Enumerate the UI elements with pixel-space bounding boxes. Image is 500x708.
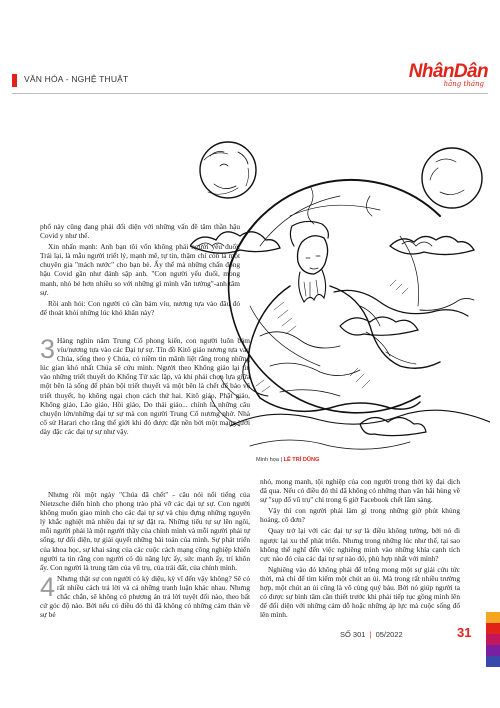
issue-date: 05/2022 — [375, 630, 403, 639]
issue-info — [340, 630, 403, 639]
section-marker — [12, 74, 17, 87]
logo-subtitle: hằng tháng — [443, 80, 484, 88]
color-bar — [486, 612, 500, 667]
caption-prefix: Minh họa | — [256, 457, 283, 463]
paragraph: phổ này cũng đang phải đối diện với những vấn đề tâm thần hậu Covid y như thế. — [40, 222, 240, 241]
paragraph: Nhưng rồi một ngày "Chúa đã chết" - câu nói nổi tiếng của Nietzsche điển hình cho phong trào phá vỡ các đại tự sự. Con người không muốn giao mình cho các đại tự sự và chịu đựng những nguyên lý khắc nghiệt mà nhiều đại tự sự đặt ra. Những tiểu tự sự lên ngôi, mỗi người phải là một người thầy của chính mình và mỗi người phải tự sống, tự đối diện, tự giải quyết những bài toán của mình. Sự phát triển của khoa học, sự khai sáng của các cuộc cách mạng công nghiệp khiến người ta tin rằng con người có đủ năng lực ấy, sức mạnh ấy, trí khôn ấy. Con người là trung tâm của vũ trụ, của trái đất, của chính mình. — [40, 490, 250, 572]
section-3 — [40, 336, 250, 436]
column-right — [260, 477, 460, 621]
publication-logo — [409, 62, 488, 88]
paragraph: nhỏ, mong manh, tội nghiệp của con người trong thời kỳ đại dịch đã qua. Nếu có điều đó thì đã không có những than vãn hãi hùng về sự "sụp đổ vũ trụ" chỉ trong 6 giờ Facebook chết lâm sàng. — [260, 477, 460, 505]
section-4-text: Nhưng thật sự con người có kỳ diệu, kỳ vĩ đến vậy không? Sẽ có rất nhiều cách trả lời và cả những tranh luận khác nhau. Nhưng chắc chắn, sẽ không có phương án trả lời tuyệt đối nào, theo bất cứ góc độ nào. Bởi nếu có điều đó thì đã không có những cảm thán về sự bé — [40, 574, 250, 620]
logo-wordmark: NhânDân — [408, 61, 488, 82]
page-number: 31 — [457, 625, 472, 640]
paragraph: Quay trở lại với các đại tự sự là điều không tưởng, bởi nó đi ngược lại xu thế phát triển. Nhưng trong những lúc như thế, tại sao không thể nghĩ đến việc nghiêng mình vào những khía cạnh tích cực nào đó của các đại tự sự nào đó, phù hợp nhất với mình? — [260, 526, 460, 563]
drop-cap-3: 3 — [40, 334, 56, 364]
column-left-mid — [40, 336, 250, 438]
header-divider — [12, 93, 488, 94]
drop-cap-4: 4 — [40, 572, 56, 602]
column-left-top — [40, 222, 240, 319]
paragraph: Xin nhấn mạnh: Anh bạn tôi vốn không phải người yếu đuối. Trái lại, là mẫu người triết lý, mạnh mẽ, tự tin, thậm chí còn là một chuyên gia "mách nước" cho bạn bè. Ấy thế mà những chấn động hậu Covid gần như đánh sập anh. "Con người yếu đuối, mong manh, nhỏ bé hơn nhiều so với những gì mình vẫn tưởng"-anh tâm sự. — [40, 242, 240, 297]
paragraph: Nghiêng vào đó không phải để trông mong một sự giải cứu tức thời, mà chỉ để tìm kiếm một chút an ủi. Mà trong rất nhiều trường hợp, một chút an ủi cũng là vô cùng quý báu. Bởi nó giúp người ta có được sự bình tâm cần thiết trước khi phải tiếp tục gồng mình lên để đối diện với những cám dỗ hoặc những áp lực mà cuộc sống đổ lên mình. — [260, 564, 460, 620]
column-left-lower — [40, 490, 250, 574]
paragraph: Vậy thì con người phải làm gì trong những giờ phút khủng hoảng, cô đơn? — [260, 506, 460, 525]
column-left-bottom — [40, 574, 250, 621]
illustration-caption — [256, 457, 319, 463]
section-title: VĂN HÓA - NGHỆ THUẬT — [24, 74, 129, 84]
caption-author: LÊ TRÍ DŨNG — [283, 457, 320, 463]
issue-number: SỐ 301 — [340, 630, 366, 639]
section-4 — [40, 574, 250, 619]
paragraph: Rồi anh hỏi: Con người có cần bám víu, nương tựa vào đâu đó để thoát khỏi những lúc khó khăn này? — [40, 298, 240, 317]
issue-separator: | — [369, 630, 372, 639]
section-3-text: Hàng nghìn năm Trung Cổ phong kiến, con người luôn bám víu/nương tựa vào các Đại tự sự. Tín đồ Kitô giáo nương tựa vào Chúa, sống theo ý Chúa, có niềm tin mãnh liệt rằng trong những lúc gian khó nhất Chúa sẽ cứu mình. Người theo Khổng giáo lại tin vào những triết thuyết do Khổng Tử xác lập, và khi phải chọn lựa giữa một bên là sống để phản bội triết thuyết và một bên là chết để bảo vệ triết thuyết, họ không ngại chọn cách thứ hai. Kitô giáo, Phật giáo, Khổng giáo, Lão giáo, Hồi giáo, Do thái giáo... chính là những câu chuyện lớn/những đại tự sự mà con người Trung Cổ nương nhờ. Nhà cổ sử Harari cho rằng thế giới khi đó được đặt nền bởi một mạng lưới dày đặc các đại tự sự như vậy. — [40, 336, 250, 436]
